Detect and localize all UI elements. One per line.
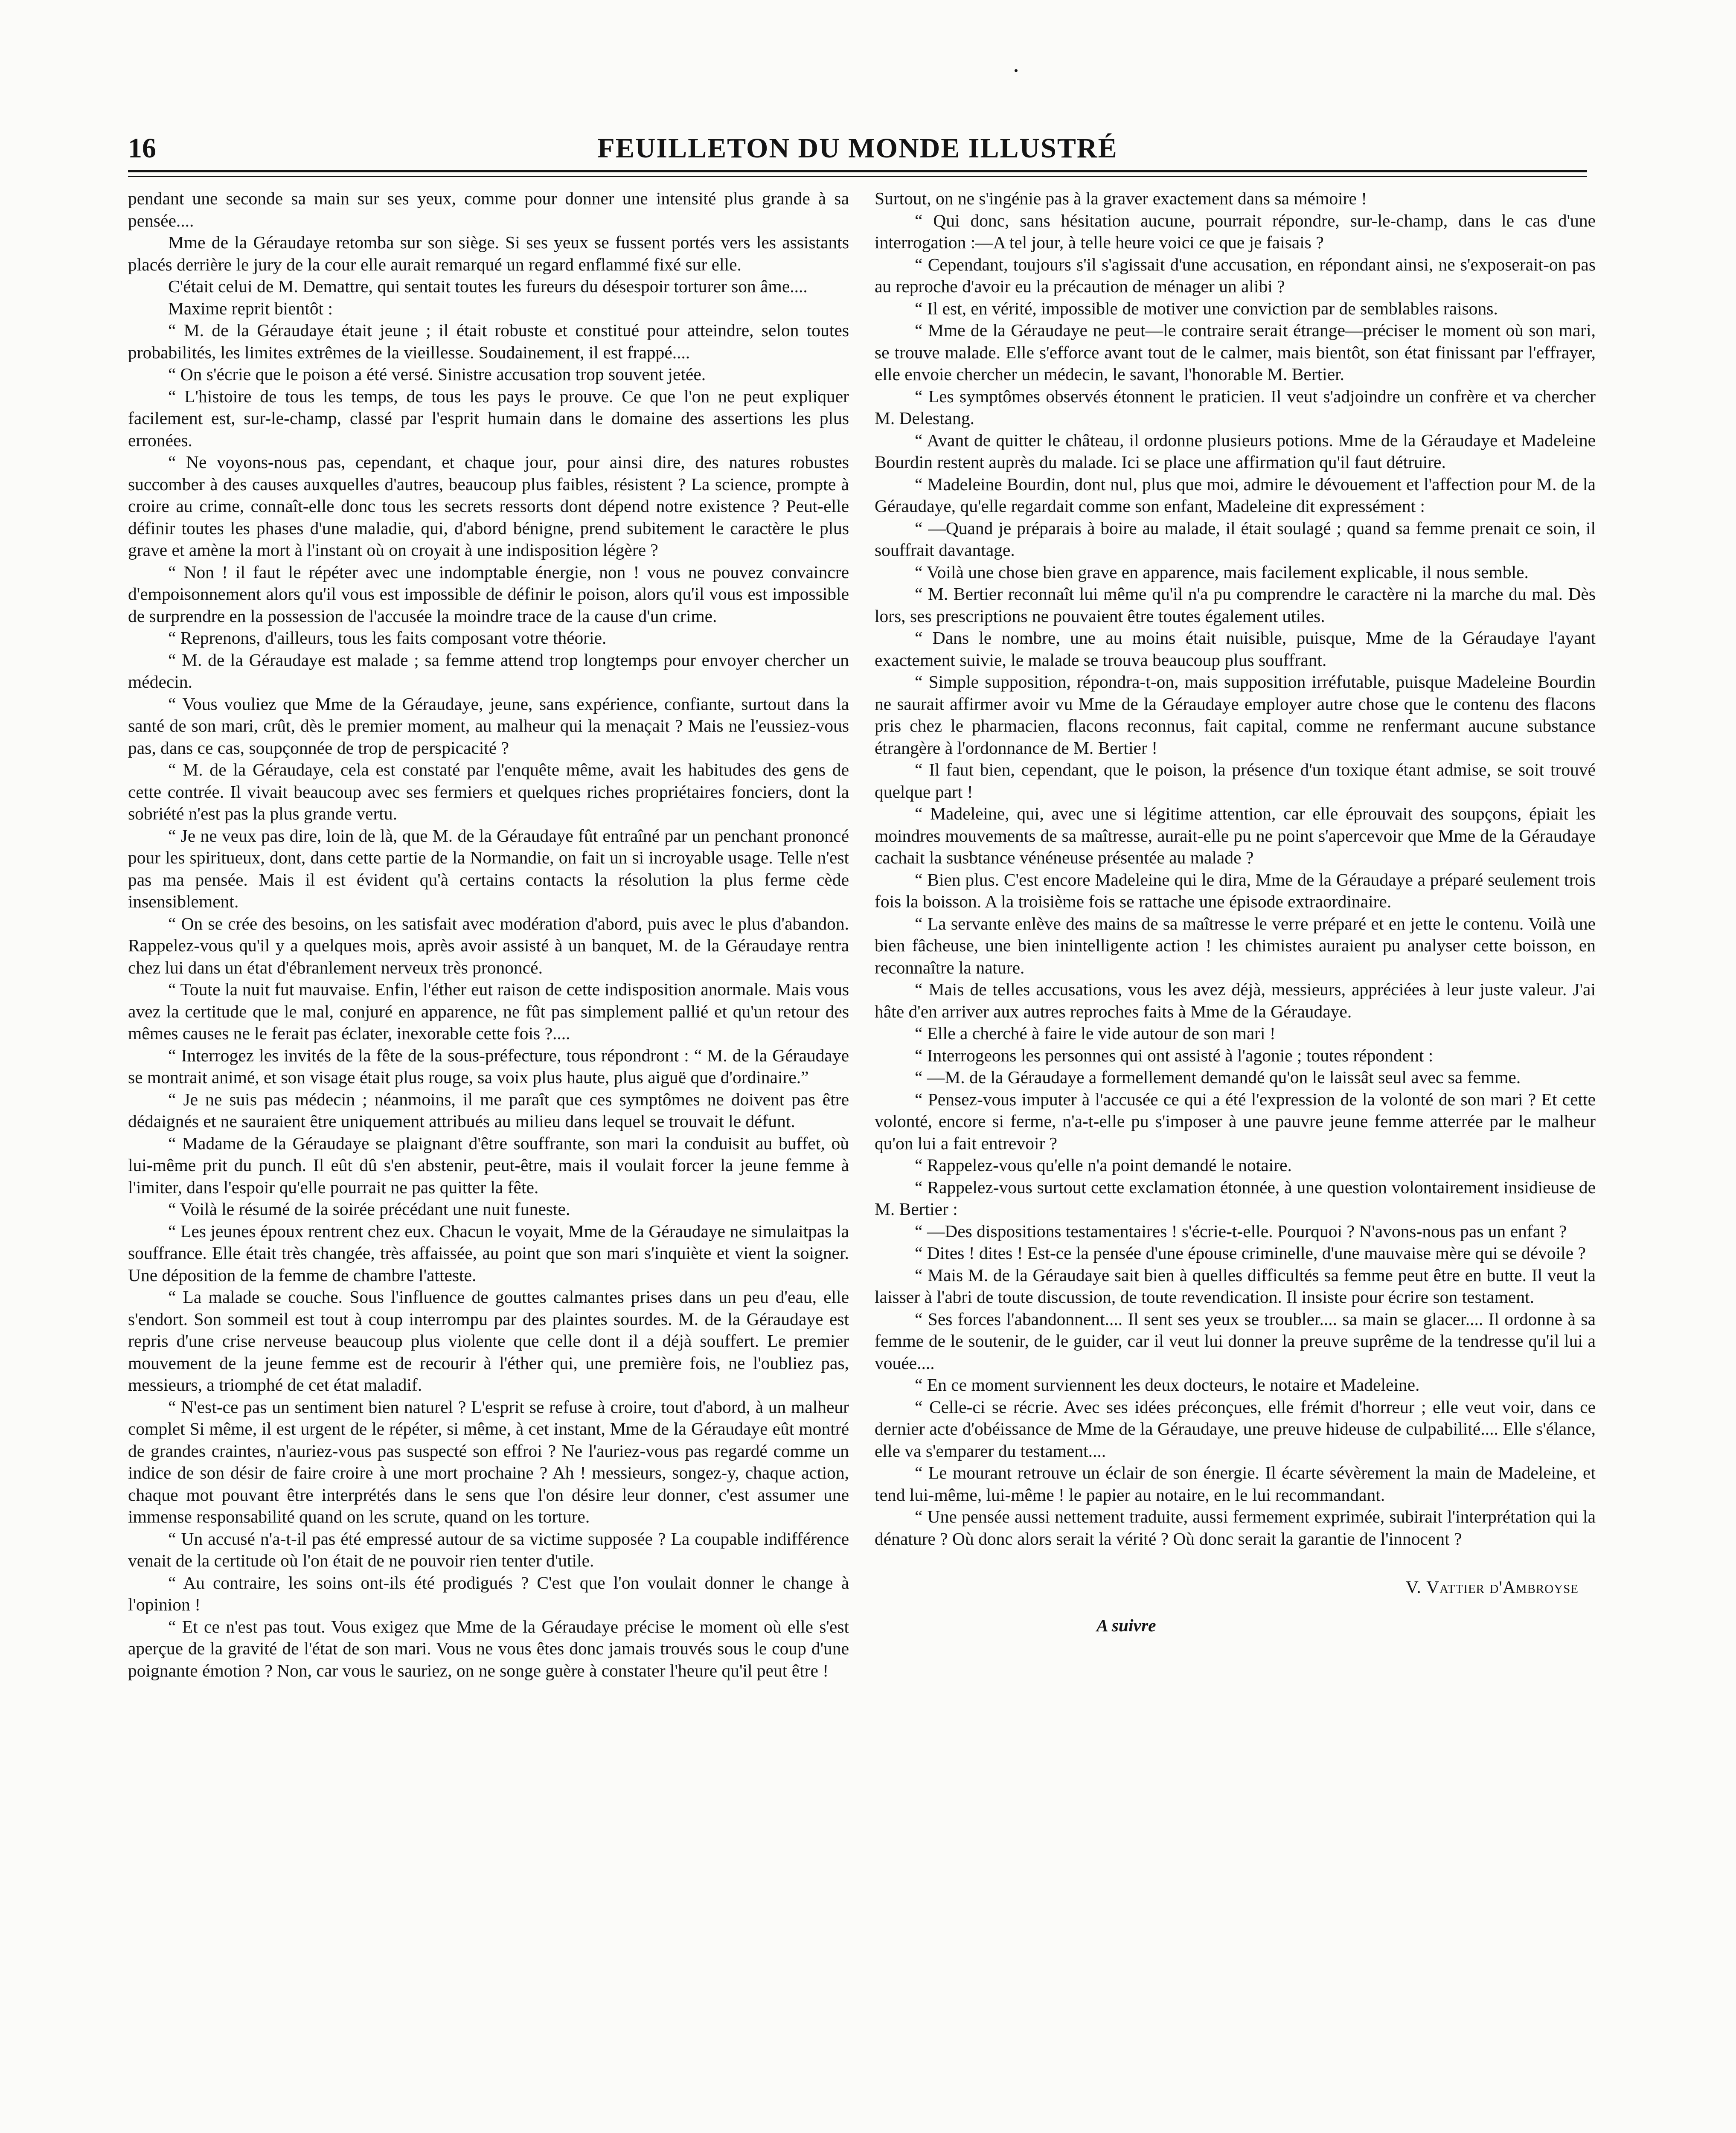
paragraph: “ Voilà une chose bien grave en apparence, mais facilement explicable, il nous semble. (915, 562, 1529, 582)
to-be-continued: A suivre (1096, 1615, 1156, 1635)
paragraph: “ Madame de la Géraudaye se plaignant d'être souffrante, son mari la conduisit au buffet, où lui-même prit du punch. Il eût dû s'en abstenir, peut-être, mais il voulait forcer la jeune femme à l'imiter, dans l'espoir qu'elle pourrait ne pas quitter la fête. (128, 1133, 849, 1197)
paragraph: C'était celui de M. Demattre, qui sentait toutes les fureurs du désespoir torturer son âme.... (168, 276, 808, 296)
author-signature (875, 1576, 1596, 1598)
paragraph: “ Reprenons, d'ailleurs, tous les faits composant votre théorie. (168, 628, 607, 648)
paragraph: “ Interrogez les invités de la fête de la sous-préfecture, tous répondront : “ M. de la Géraudaye se montrait animé, et son visage était plus rouge, sa voix plus haute, plus aiguë que d'ordinaire.” (128, 1045, 849, 1087)
author-initial: V. (1405, 1577, 1422, 1597)
paragraph: “ N'est-ce pas un sentiment bien naturel ? L'esprit se refuse à croire, tout d'abord, à un malheur complet Si même, il est urgent de le répéter, si même, à cet instant, Mme de la Géraudaye eût montré de grandes craintes, n'auriez-vous pas suspecté son effroi ? Ne l'auriez-vous pas regardé comme un indice de son désir de faire croire à une mort prochaine ? Ah ! messieurs, songez-y, chaque action, chaque mot pouvant être interprétés dans le sens que l'on désire leur donner, c'est assumer une immense responsabilité quand on les scrute, quand on les torture. (128, 1397, 849, 1526)
paragraph: “ En ce moment surviennent les deux docteurs, le notaire et Madeleine. (915, 1375, 1420, 1395)
paragraph: “ La malade se couche. Sous l'influence de gouttes calmantes prises dans un peu d'eau, elle s'endort. Son sommeil est tout à coup interrompu par des plaintes sourdes. M. de la Géraudaye est repris d'une crise nerveuse beaucoup plus violente que celle dont il a déjà souffert. Le premier mouvement de la jeune femme est de recourir à l'éther qui, une première fois, ne l'oubliez pas, messieurs, a triomphé de cet état maladif. (128, 1287, 849, 1395)
header-rule-thick (128, 170, 1587, 172)
paragraph: “ Interrogeons les personnes qui ont assisté à l'agonie ; toutes répondent : (915, 1045, 1434, 1065)
paragraph: “ Elle a cherché à faire le vide autour de son mari ! (915, 1023, 1276, 1043)
ink-speck (1015, 69, 1018, 72)
paragraph: “ M. de la Géraudaye, cela est constaté par l'enquête même, avait les habitudes des gens de cette contrée. Il vivait beaucoup avec ses fermiers et quelques riches propriétaires fonciers, dont la sobriété n'est pas la plus grande vertu. (128, 760, 849, 823)
paragraph: “ Pensez-vous imputer à l'accusée ce qui a été l'expression de la volonté de son mari ? Et cette volonté, encore si ferme, n'a-t-elle pu s'imposer à une pauvre jeune femme atterrée par le malheur qu'on lui a fait entrevoir ? (875, 1089, 1596, 1153)
paragraph: “ Toute la nuit fut mauvaise. Enfin, l'éther eut raison de cette indisposition anormale. Mais vous avez la certitude que le mal, conjuré en apparence, ne fût pas simplement pallié et qu'un retour des mêmes causes ne le ferait pas éclater, inexorable cette fois ?.... (128, 979, 849, 1043)
paragraph: Surtout, on ne s'ingénie pas à la graver exactement dans sa mémoire ! (875, 189, 1367, 208)
left-column (128, 188, 849, 2133)
paragraph: “ Je ne veux pas dire, loin de là, que M. de la Géraudaye fût entraîné par un penchant prononcé pour les spiritueux, dont, dans cette partie de la Normandie, on fait un si incroyable usage. Telle n'est pas ma pensée. Mais il est évident qu'à certains contacts la résolution la plus ferme cède insensiblement. (128, 825, 849, 911)
paragraph: “ Avant de quitter le château, il ordonne plusieurs potions. Mme de la Géraudaye et Madeleine Bourdin restent auprès du malade. Ici se place une affirmation qu'il faut détruire. (875, 430, 1596, 472)
paragraph: “ Je ne suis pas médecin ; néanmoins, il me paraît que ces symptômes ne doivent pas être dédaignés et ne sauraient être uniquement attribués au milieu dans lequel se trouvait le défunt. (128, 1089, 849, 1131)
paragraph: “ Voilà le résumé de la soirée précédant une nuit funeste. (168, 1199, 570, 1219)
paragraph: “ Rappelez-vous surtout cette exclamation étonnée, à une question volontairement insidieuse de M. Bertier : (875, 1177, 1596, 1219)
paragraph: “ —M. de la Géraudaye a formellement demandé qu'on le laissât seul avec sa femme. (915, 1067, 1521, 1087)
paragraph: “ Les symptômes observés étonnent le praticien. Il veut s'adjoindre un confrère et va chercher M. Delestang. (875, 386, 1596, 428)
paragraph: “ Ne voyons-nous pas, cependant, et chaque jour, pour ainsi dire, des natures robustes succomber à des causes auxquelles d'autres, beaucoup plus faibles, résistent ? La science, prompte à croire au crime, connaît-elle donc tous les secrets ressorts dont dépend notre existence ? Peut-elle définir toutes les phases d'une maladie, qui, d'abord bénigne, prend subitement le caractère le plus grave et amène la mort à l'instant où on croyait à une indisposition légère ? (128, 452, 849, 560)
paragraph: “ Cependant, toujours s'il s'agissait d'une accusation, en répondant ainsi, ne s'exposerait-on pas au reproche d'avoir eu la précaution de ménager un alibi ? (875, 254, 1596, 296)
paragraph: “ Et ce n'est pas tout. Vous exigez que Mme de la Géraudaye précise le moment où elle s'est aperçue de la gravité de l'état de son mari. Vous ne vous êtes donc jamais trouvés sous le coup d'une poignante émotion ? Non, car vous le sauriez, on ne songe guère à constater l'heure qu'il peut être ! (128, 1616, 849, 1680)
page-number: 16 (128, 133, 156, 164)
paragraph: “ Bien plus. C'est encore Madeleine qui le dira, Mme de la Géraudaye a préparé seulement trois fois la boisson. A la troisième fois se rattache une épisode extraordinaire. (875, 869, 1596, 911)
paragraph: “ Ses forces l'abandonnent.... Il sent ses yeux se troubler.... sa main se glacer.... Il ordonne à sa femme de le soutenir, de le guider, car il veut lui donner la preuve suprême de la tendresse qu'il lui a vouée.... (875, 1309, 1596, 1373)
page-header (128, 133, 1587, 164)
right-column (875, 188, 1596, 2133)
paragraph: “ —Des dispositions testamentaires ! s'écrie-t-elle. Pourquoi ? N'avons-nous pas un enfant ? (915, 1221, 1567, 1241)
paragraph: pendant une seconde sa main sur ses yeux, comme pour donner une intensité plus grande à sa pensée.... (128, 189, 849, 230)
paragraph: “ Les jeunes époux rentrent chez eux. Chacun le voyait, Mme de la Géraudaye ne simulaitpas la souffrance. Elle était très changée, très affaissée, au point que son mari s'inquiète et vient la soigner. Une déposition de la femme de chambre l'atteste. (128, 1221, 849, 1285)
paragraph: “ L'histoire de tous les temps, de tous les pays le prouve. Ce que l'on ne peut expliquer facilement est, sur-le-champ, classé par l'esprit humain dans le domaine des assertions les plus erronées. (128, 386, 849, 450)
paragraph: “ Il est, en vérité, impossible de motiver une conviction par de semblables raisons. (915, 298, 1498, 318)
paragraph: “ Une pensée aussi nettement traduite, aussi fermement exprimée, subirait l'interprétation qui la dénature ? Où donc alors serait la vérité ? Où donc serait la garantie de l'innocent ? (875, 1507, 1596, 1549)
paragraph: “ Non ! il faut le répéter avec une indomptable énergie, non ! vous ne pouvez convaincre d'empoisonnement alors qu'il vous est impossible de définir le poison, alors qu'il vous est impossible de surprendre en la possession de l'accusée la moindre trace de la cause d'un crime. (128, 562, 849, 626)
paragraph: “ Simple supposition, répondra-t-on, mais supposition irréfutable, puisque Madeleine Bourdin ne saurait affirmer avoir vu Mme de la Géraudaye employer autre chose que le contenu des flacons pris chez le pharmacien, flacons reconnus, fait capital, comme ne renfermant aucune substance étrangère à l'ordonnance de M. Bertier ! (875, 672, 1596, 758)
paragraph: “ Dites ! dites ! Est-ce la pensée d'une épouse criminelle, d'une mauvaise mère qui se dévoile ? (915, 1243, 1586, 1263)
paragraph: “ Qui donc, sans hésitation aucune, pourrait répondre, sur-le-champ, dans le cas d'une interrogation :—A tel jour, à telle heure voici ce que je faisais ? (875, 210, 1596, 252)
paragraph: “ Celle-ci se récrie. Avec ses idées préconçues, elle frémit d'horreur ; elle veut voir, dans ce dernier acte d'obéissance de Mme de la Géraudaye, une preuve hideuse de culpabilité.... Elle s'élance, elle va s'emparer du testament.... (875, 1397, 1596, 1461)
header-rule-thin (128, 176, 1587, 177)
paragraph: “ M. de la Géraudaye était jeune ; il était robuste et constitué pour atteindre, selon toutes probabilités, les limites extrêmes de la vieillesse. Soudainement, il est frappé.... (128, 320, 849, 362)
paragraph: “ Madeleine, qui, avec une si légitime attention, car elle éprouvait des soupçons, épiait les moindres mouvements de sa maîtresse, aurait-elle pu ne point s'apercevoir que Mme de la Géraudaye cachait la susbtance vénéneuse présentée au malade ? (875, 804, 1596, 867)
paragraph: Maxime reprit bientôt : (168, 298, 333, 318)
paragraph: “ On se crée des besoins, on les satisfait avec modération d'abord, puis avec le plus d'abandon. Rappelez-vous qu'il y a quelques mois, après avoir assisté à un banquet, M. de la Géraudaye rentra chez lui dans un état d'ébranlement nerveux très prononcé. (128, 913, 849, 977)
author-name: Vattier d'Ambroyse (1426, 1577, 1579, 1597)
paragraph: “ Madeleine Bourdin, dont nul, plus que moi, admire le dévouement et l'affection pour M. de la Géraudaye, qu'elle regardait comme son enfant, Madeleine dit expressément : (875, 474, 1596, 516)
paragraph: “ M. de la Géraudaye est malade ; sa femme attend trop longtemps pour envoyer chercher un médecin. (128, 650, 849, 692)
paragraph: “ Un accusé n'a-t-il pas été empressé autour de sa victime supposée ? La coupable indifférence venait de la certitude où l'on était de ne pouvoir rien tenter d'utile. (128, 1529, 849, 1570)
paragraph: “ Vous vouliez que Mme de la Géraudaye, jeune, sans expérience, confiante, surtout dans la santé de son mari, crût, dès le premier moment, au malheur qui la menaçait ? Mais ne l'eussiez-vous pas, dans ce cas, soupçonnée de trop de perspicacité ? (128, 694, 849, 758)
paragraph: “ Il faut bien, cependant, que le poison, la présence d'un toxique étant admise, se soit trouvé quelque part ! (875, 760, 1596, 802)
paragraph: “ Dans le nombre, une au moins était nuisible, puisque, Mme de la Géraudaye l'ayant exactement suivie, le malade se trouva beaucoup plus souffrant. (875, 628, 1596, 670)
paragraph: “ On s'écrie que le poison a été versé. Sinistre accusation trop souvent jetée. (168, 364, 706, 384)
paragraph: “ M. Bertier reconnaît lui même qu'il n'a pu comprendre le caractère ni la marche du mal. Dès lors, ses prescriptions ne pouvaient être toutes également utiles. (875, 584, 1596, 626)
paragraph: “ La servante enlève des mains de sa maîtresse le verre préparé et en jette le contenu. Voilà une bien fâcheuse, une bien inintelligente action ! les chimistes auraient pu analyser cette boisson, en reconnaître la nature. (875, 913, 1596, 977)
paragraph: “ Mme de la Géraudaye ne peut—le contraire serait étrange—préciser le moment où son mari, se trouve malade. Elle s'efforce avant tout de le calmer, mais bientôt, son état finissant par l'effrayer, elle envoie chercher un médecin, le savant, l'honorable M. Bertier. (875, 320, 1596, 384)
paragraph: “ Rappelez-vous qu'elle n'a point demandé le notaire. (915, 1155, 1292, 1175)
paragraph: “ Au contraire, les soins ont-ils été prodigués ? C'est que l'on voulait donner le change à l'opinion ! (128, 1572, 849, 1614)
paragraph: “ —Quand je préparais à boire au malade, il était soulagé ; quand sa femme prenait ce soin, il souffrait davantage. (875, 518, 1596, 560)
page-title: FEUILLETON DU MONDE ILLUSTRÉ (597, 133, 1118, 164)
paragraph: “ Le mourant retrouve un éclair de son énergie. Il écarte sévèrement la main de Madeleine, et tend lui-même, lui-même ! le papier au notaire, en le lui recommandant. (875, 1463, 1596, 1505)
paragraph: “ Mais M. de la Géraudaye sait bien à quelles difficultés sa femme peut être en butte. Il veut la laisser à l'abri de toute discussion, de toute revendication. Il insiste pour écrire son testament. (875, 1265, 1596, 1307)
paragraph: Mme de la Géraudaye retomba sur son siège. Si ses yeux se fussent portés vers les assistants placés derrière le jury de la cour elle aurait remarqué un regard enflammé fixé sur elle. (128, 232, 849, 274)
paragraph: “ Mais de telles accusations, vous les avez déjà, messieurs, appréciées à leur juste valeur. J'ai hâte d'en arriver aux autres reproches faits à Mme de la Géraudaye. (875, 979, 1596, 1021)
